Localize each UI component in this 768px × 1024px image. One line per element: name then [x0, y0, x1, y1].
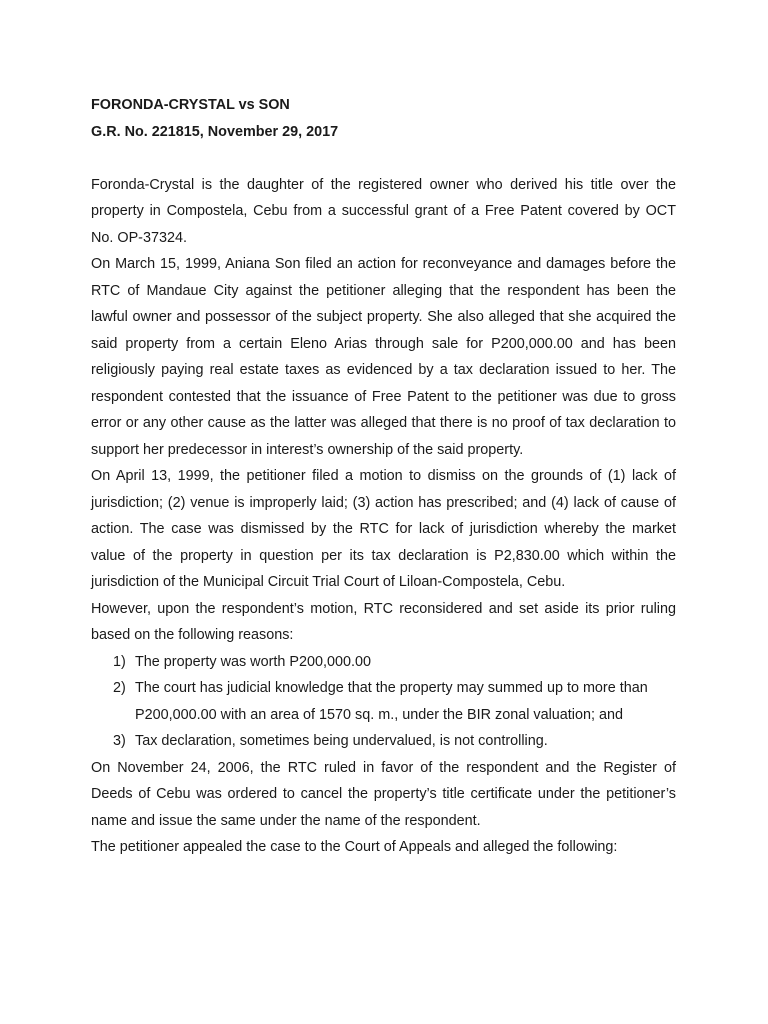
list-item-number: 1) — [113, 653, 126, 670]
list-item — [91, 728, 676, 755]
list-item — [91, 649, 676, 676]
paragraph-complaint: On March 15, 1999, Aniana Son filed an action for reconveyance and damages before the RTC of Mandaue City against the petitioner alleging that the respondent has been the lawful owner and possessor of the subject property. She also alleged that she acquired the said property from a certain Eleno Arias through sale for P200,000.00 and has been religiously paying real estate taxes as evidenced by a tax declaration issued to her. The respondent contested that the issuance of Free Patent to the petitioner was due to gross error or any other cause as the latter was alleged that there is no proof of tax declaration to support her predecessor in interest’s ownership of the said property. — [91, 256, 676, 458]
list-item-number: 3) — [113, 733, 126, 749]
list-item — [91, 675, 676, 728]
list-item-text: The property was worth P200,000.00 — [135, 653, 371, 670]
case-citation: G.R. No. 221815, November 29, 2017 — [91, 123, 339, 140]
paragraph-background: Foronda-Crystal is the daughter of the registered owner who derived his title over the property in Compostela, Cebu from a successful grant of a Free Patent covered by OCT No. OP-37324. — [91, 176, 676, 246]
paragraph-motion-to-dismiss: On April 13, 1999, the petitioner filed a motion to dismiss on the grounds of (1) lack of jurisdiction; (2) venue is improperly laid; (3) action has prescribed; and (4) lack of cause of action. The case was dismissed by the RTC for lack of jurisdiction whereby the market value of the property in question per its tax declaration is P2,830.00 which within the jurisdiction of the Municipal Circuit Trial Court of Liloan-Compostela, Cebu. — [91, 468, 676, 590]
case-title: FORONDA-CRYSTAL vs SON — [91, 97, 290, 113]
paragraph-reconsideration: However, upon the respondent’s motion, RTC reconsidered and set aside its prior ruling based on the following reasons: — [91, 600, 676, 643]
list-item-text: The court has judicial knowledge that the property may summed up to more than P200,000.00 with an area of 1570 sq. m., under the BIR zonal valuation; and — [135, 680, 648, 723]
list-item-text: Tax declaration, sometimes being undervalued, is not controlling. — [135, 733, 548, 749]
paragraph-rtc-ruling: On November 24, 2006, the RTC ruled in favor of the respondent and the Register of Deeds of Cebu was ordered to cancel the property’s title certificate under the petitioner’s name and issue the same under the name of the respondent. — [91, 759, 676, 829]
list-item-number: 2) — [113, 680, 126, 696]
document-page — [91, 92, 676, 861]
blank-line — [91, 145, 676, 172]
paragraph-appeal: The petitioner appealed the case to the Court of Appeals and alleged the following: — [91, 839, 618, 855]
reasons-list — [91, 649, 676, 755]
